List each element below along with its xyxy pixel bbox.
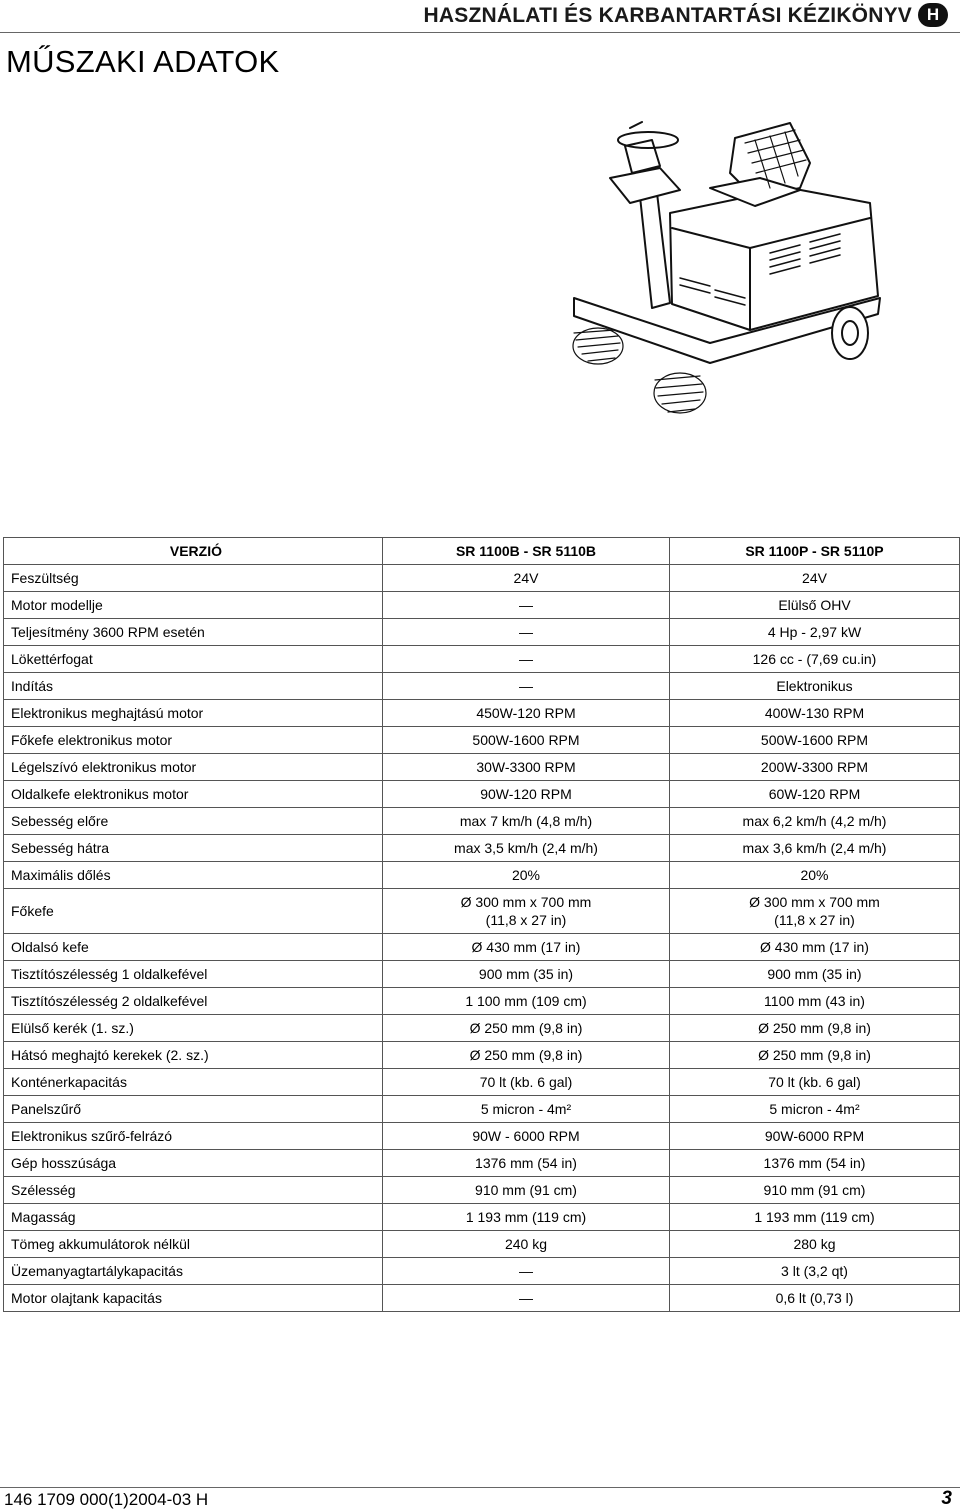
spec-table <box>3 537 960 1312</box>
table-row <box>4 727 960 754</box>
manual-title: HASZNÁLATI ÉS KARBANTARTÁSI KÉZIKÖNYV <box>423 4 912 27</box>
spec-value-battery <box>383 808 670 835</box>
spec-value-line: Ø 250 mm (9,8 in) <box>469 1020 583 1036</box>
spec-value-line: 90W - 6000 RPM <box>472 1128 580 1144</box>
spec-value-line: — <box>519 1263 533 1279</box>
spec-value-petrol <box>670 889 960 934</box>
document-code: 146 1709 000(1)2004-03 H <box>4 1490 209 1509</box>
spec-value-battery <box>383 1150 670 1177</box>
spec-value-battery <box>383 889 670 934</box>
table-row <box>4 754 960 781</box>
spec-value-line: 910 mm (91 cm) <box>763 1182 866 1198</box>
spec-label: Elektronikus meghajtású motor <box>4 700 383 727</box>
spec-value-battery <box>383 1285 670 1312</box>
spec-value-petrol <box>670 988 960 1015</box>
spec-value-line: 500W-1600 RPM <box>760 732 869 748</box>
spec-label: Magasság <box>4 1204 383 1231</box>
spec-value-line: (11,8 x 27 in) <box>774 912 855 928</box>
spec-value-line: 30W-3300 RPM <box>476 759 576 775</box>
table-row <box>4 1042 960 1069</box>
column-header-version: VERZIÓ <box>4 538 383 565</box>
spec-value-line: 20% <box>511 867 541 883</box>
spec-value-petrol <box>670 1177 960 1204</box>
table-row <box>4 1177 960 1204</box>
spec-value-battery <box>383 961 670 988</box>
spec-value-battery <box>383 862 670 889</box>
spec-value-line: 900 mm (35 in) <box>767 966 862 982</box>
table-row <box>4 1204 960 1231</box>
spec-value-battery <box>383 1258 670 1285</box>
spec-value-battery <box>383 1069 670 1096</box>
spec-value-petrol <box>670 1096 960 1123</box>
spec-value-line: (11,8 x 27 in) <box>485 912 567 928</box>
language-badge: H <box>918 3 948 27</box>
header-divider <box>0 32 960 33</box>
spec-value-line: 400W-130 RPM <box>764 705 865 721</box>
spec-value-line: 1376 mm (54 in) <box>475 1155 577 1171</box>
spec-label: Légelszívó elektronikus motor <box>4 754 383 781</box>
spec-label: Oldalsó kefe <box>4 934 383 961</box>
table-row <box>4 619 960 646</box>
spec-value-petrol <box>670 862 960 889</box>
spec-value-petrol <box>670 754 960 781</box>
spec-label: Főkefe <box>4 889 383 934</box>
spec-value-battery <box>383 988 670 1015</box>
spec-value-line: 1 193 mm (119 cm) <box>754 1209 875 1225</box>
spec-value-line: Ø 430 mm (17 in) <box>471 939 581 955</box>
spec-label: Szélesség <box>4 1177 383 1204</box>
spec-value-petrol <box>670 565 960 592</box>
spec-label: Panelszűrő <box>4 1096 383 1123</box>
spec-label: Sebesség előre <box>4 808 383 835</box>
spec-value-petrol <box>670 781 960 808</box>
section-title: MŰSZAKI ADATOK <box>6 44 280 79</box>
spec-value-line: 280 kg <box>793 1236 836 1252</box>
spec-value-battery <box>383 781 670 808</box>
spec-value-line: max 7 km/h (4,8 m/h) <box>459 813 593 829</box>
table-row <box>4 1096 960 1123</box>
spec-value-petrol <box>670 835 960 862</box>
spec-value-line: 200W-3300 RPM <box>760 759 869 775</box>
spec-value-battery <box>383 646 670 673</box>
table-row <box>4 961 960 988</box>
spec-value-line: 0,6 lt (0,73 l) <box>775 1290 854 1306</box>
spec-label: Tömeg akkumulátorok nélkül <box>4 1231 383 1258</box>
spec-value-line: Elektronikus <box>776 678 853 694</box>
spec-value-battery <box>383 700 670 727</box>
spec-label: Maximális dőlés <box>4 862 383 889</box>
spec-value-line: Ø 300 mm x 700 mm <box>749 894 880 910</box>
spec-value-petrol <box>670 673 960 700</box>
spec-value-line: 910 mm (91 cm) <box>475 1182 577 1198</box>
table-row <box>4 1150 960 1177</box>
spec-value-petrol <box>670 1150 960 1177</box>
spec-label: Tisztítószélesség 2 oldalkefével <box>4 988 383 1015</box>
table-row <box>4 835 960 862</box>
spec-value-line: 90W-120 RPM <box>480 786 572 802</box>
spec-value-petrol <box>670 1123 960 1150</box>
spec-value-line: max 3,6 km/h (2,4 m/h) <box>742 840 887 856</box>
table-row <box>4 700 960 727</box>
spec-label: Oldalkefe elektronikus motor <box>4 781 383 808</box>
spec-value-line: 20% <box>800 867 829 883</box>
table-row <box>4 808 960 835</box>
table-row <box>4 781 960 808</box>
spec-value-petrol <box>670 700 960 727</box>
spec-label: Tisztítószélesség 1 oldalkefével <box>4 961 383 988</box>
spec-value-line: Ø 250 mm (9,8 in) <box>758 1020 871 1036</box>
spec-value-line: — <box>519 678 533 694</box>
spec-label: Gép hosszúsága <box>4 1150 383 1177</box>
table-row <box>4 889 960 934</box>
spec-value-battery <box>383 1123 670 1150</box>
ride-on-sweeper-icon <box>560 118 890 428</box>
table-row <box>4 646 960 673</box>
spec-value-line: 90W-6000 RPM <box>764 1128 865 1144</box>
spec-value-battery <box>383 673 670 700</box>
table-row <box>4 1231 960 1258</box>
spec-value-battery <box>383 934 670 961</box>
spec-value-battery <box>383 1231 670 1258</box>
spec-value-battery <box>383 727 670 754</box>
table-row <box>4 1258 960 1285</box>
spec-label: Teljesítmény 3600 RPM esetén <box>4 619 383 646</box>
spec-table-body <box>4 565 960 1312</box>
spec-label: Indítás <box>4 673 383 700</box>
spec-value-petrol <box>670 808 960 835</box>
spec-label: Üzemanyagtartálykapacitás <box>4 1258 383 1285</box>
spec-value-line: — <box>519 1290 533 1306</box>
spec-value-line: 1 193 mm (119 cm) <box>465 1209 587 1225</box>
page-number: 3 <box>941 1488 952 1509</box>
spec-value-line: 24V <box>802 570 827 586</box>
table-row <box>4 1285 960 1312</box>
table-header-row <box>4 538 960 565</box>
spec-label: Motor olajtank kapacitás <box>4 1285 383 1312</box>
spec-value-line: — <box>519 651 533 667</box>
spec-label: Hátsó meghajtó kerekek (2. sz.) <box>4 1042 383 1069</box>
spec-label: Lökettérfogat <box>4 646 383 673</box>
spec-label: Főkefe elektronikus motor <box>4 727 383 754</box>
spec-value-line: 60W-120 RPM <box>768 786 861 802</box>
spec-label: Motor modellje <box>4 592 383 619</box>
table-row <box>4 1123 960 1150</box>
spec-value-petrol <box>670 646 960 673</box>
spec-value-line: 126 cc - (7,69 cu.in) <box>752 651 877 667</box>
spec-value-line: 24V <box>513 570 539 586</box>
table-row <box>4 673 960 700</box>
spec-value-line: Ø 430 mm (17 in) <box>760 939 869 955</box>
table-row <box>4 592 960 619</box>
spec-value-line: 240 kg <box>504 1236 548 1252</box>
spec-value-battery <box>383 1015 670 1042</box>
table-row <box>4 988 960 1015</box>
spec-value-line: 3 lt (3,2 qt) <box>781 1263 848 1279</box>
spec-value-petrol <box>670 1285 960 1312</box>
spec-value-line: 5 micron - 4m² <box>769 1101 860 1117</box>
spec-value-petrol <box>670 619 960 646</box>
table-row <box>4 1015 960 1042</box>
spec-value-petrol <box>670 961 960 988</box>
spec-value-line: Ø 300 mm x 700 mm <box>460 894 592 910</box>
spec-label: Elektronikus szűrő-felrázó <box>4 1123 383 1150</box>
spec-label: Sebesség hátra <box>4 835 383 862</box>
spec-value-line: 1100 mm (43 in) <box>764 993 865 1009</box>
spec-value-petrol <box>670 1015 960 1042</box>
table-row <box>4 862 960 889</box>
spec-value-petrol <box>670 1231 960 1258</box>
spec-value-line: 5 micron - 4m² <box>480 1101 572 1117</box>
spec-value-line: 450W-120 RPM <box>476 705 576 721</box>
spec-value-battery <box>383 754 670 781</box>
spec-value-petrol <box>670 727 960 754</box>
table-row <box>4 565 960 592</box>
spec-value-petrol <box>670 592 960 619</box>
spec-value-petrol <box>670 1204 960 1231</box>
spec-value-line: 4 Hp - 2,97 kW <box>767 624 862 640</box>
table-row <box>4 1069 960 1096</box>
footer-divider <box>0 1487 960 1488</box>
column-header-battery-model: SR 1100B - SR 5110B <box>383 538 670 565</box>
spec-value-battery <box>383 1042 670 1069</box>
spec-value-battery <box>383 619 670 646</box>
spec-value-line: 70 lt (kb. 6 gal) <box>768 1074 861 1090</box>
spec-value-line: max 3,5 km/h (2,4 m/h) <box>454 840 598 856</box>
spec-value-line: Ø 250 mm (9,8 in) <box>758 1047 871 1063</box>
table-row <box>4 934 960 961</box>
spec-value-line: 500W-1600 RPM <box>472 732 580 748</box>
spec-value-battery <box>383 1096 670 1123</box>
spec-value-line: max 6,2 km/h (4,2 m/h) <box>742 813 887 829</box>
spec-value-petrol <box>670 1042 960 1069</box>
spec-value-line: Ø 250 mm (9,8 in) <box>469 1047 583 1063</box>
spec-value-line: — <box>519 597 533 613</box>
column-header-petrol-model: SR 1100P - SR 5110P <box>670 538 960 565</box>
spec-value-battery <box>383 592 670 619</box>
spec-value-line: 1376 mm (54 in) <box>763 1155 866 1171</box>
spec-label: Elülső kerék (1. sz.) <box>4 1015 383 1042</box>
spec-value-line: Elülső OHV <box>778 597 851 613</box>
spec-value-line: 1 100 mm (109 cm) <box>465 993 587 1009</box>
spec-value-battery <box>383 835 670 862</box>
spec-value-petrol <box>670 934 960 961</box>
spec-value-line: 70 lt (kb. 6 gal) <box>479 1074 573 1090</box>
spec-value-battery <box>383 565 670 592</box>
spec-value-battery <box>383 1204 670 1231</box>
spec-value-line: 900 mm (35 in) <box>478 966 574 982</box>
spec-value-petrol <box>670 1069 960 1096</box>
spec-value-petrol <box>670 1258 960 1285</box>
spec-label: Konténerkapacitás <box>4 1069 383 1096</box>
spec-value-line: — <box>519 624 533 640</box>
spec-value-battery <box>383 1177 670 1204</box>
spec-label: Feszültség <box>4 565 383 592</box>
